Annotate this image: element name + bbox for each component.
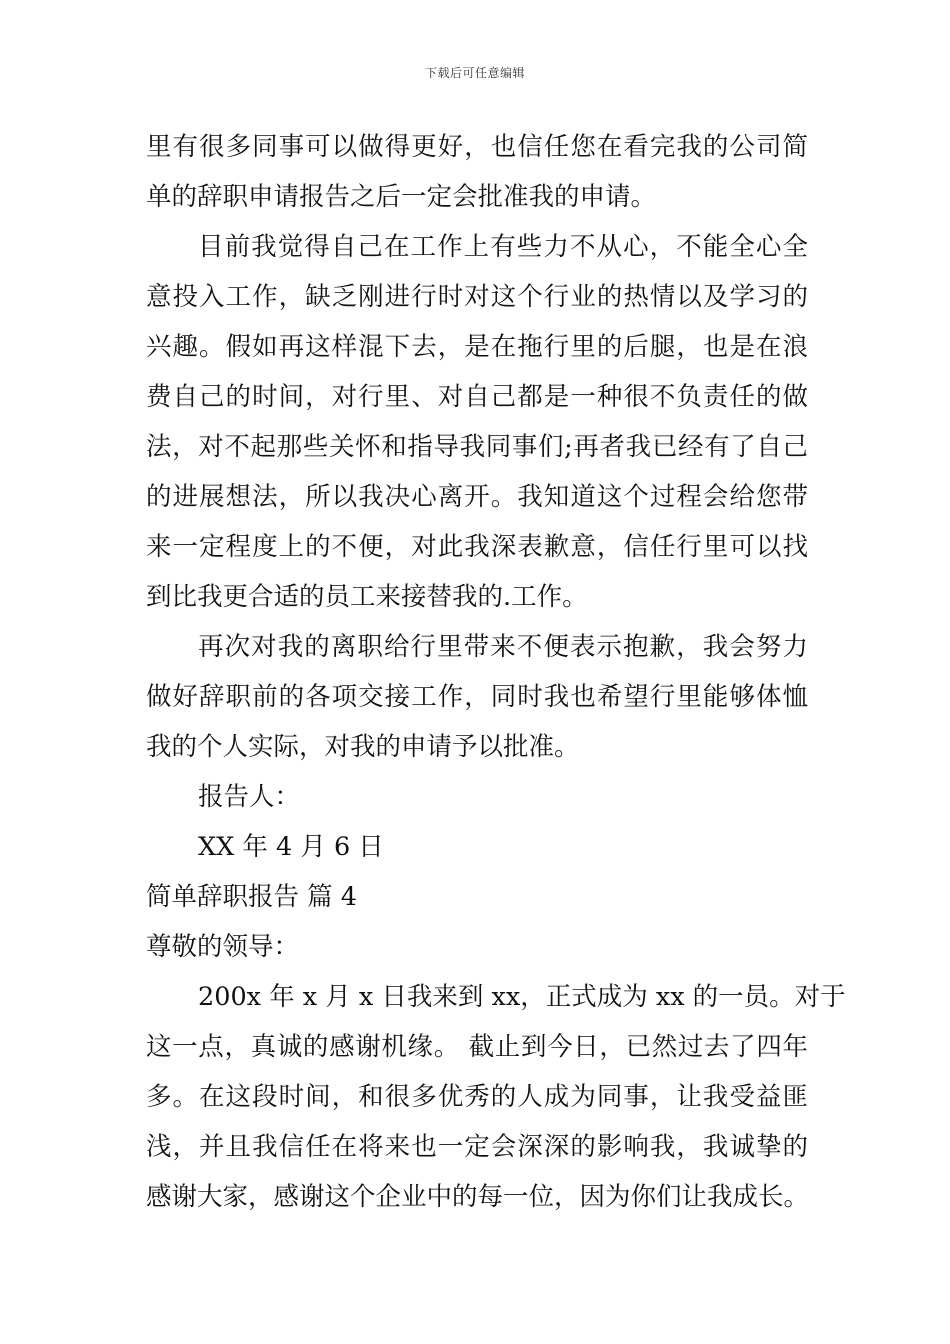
text-line: 法，对不起那些关怀和指导我同事们;再者我已经有了自己 xyxy=(146,432,808,462)
text-line: 里有很多同事可以做得更好，也信任您在看完我的公司简 xyxy=(146,132,808,162)
signature-label: 报告人： xyxy=(198,782,301,812)
signature-date: XX 年 4 月 6 日 xyxy=(198,832,384,862)
text-line: 200x 年 x 月 x 日我来到 xx，正式成为 xx 的一员。对于 xyxy=(198,982,846,1012)
page-header: 下载后可任意编辑 xyxy=(424,66,525,80)
document-body xyxy=(146,122,846,1222)
salutation: 尊敬的领导： xyxy=(146,932,300,962)
text-line: 感谢大家，感谢这个企业中的每一位，因为你们让我成长。 xyxy=(146,1182,810,1212)
text-line: 浅，并且我信任在将来也一定会深深的影响我，我诚挚的 xyxy=(146,1132,808,1162)
text-line: 我的个人实际，对我的申请予以批准。 xyxy=(146,732,580,762)
section-title: 简单辞职报告 篇 4 xyxy=(146,882,357,912)
text-line: 兴趣。假如再这样混下去，是在拖行里的后腿，也是在浪 xyxy=(146,332,808,362)
text-line: 来一定程度上的不便，对此我深表歉意，信任行里可以找 xyxy=(146,532,808,562)
text-line: 目前我觉得自己在工作上有些力不从心，不能全心全 xyxy=(198,232,808,262)
text-line: 的进展想法，所以我决心离开。我知道这个过程会给您带 xyxy=(146,482,808,512)
text-line: 意投入工作，缺乏刚进行时对这个行业的热情以及学习的 xyxy=(146,282,808,312)
text-line: 再次对我的离职给行里带来不便表示抱歉，我会努力 xyxy=(198,632,808,662)
text-line: 多。在这段时间，和很多优秀的人成为同事，让我受益匪 xyxy=(146,1082,808,1112)
text-line: 这一点，真诚的感谢机缘。 截止到今日，已然过去了四年 xyxy=(146,1032,808,1062)
text-line: 单的辞职申请报告之后一定会批准我的申请。 xyxy=(146,182,657,212)
text-line: 到比我更合适的员工来接替我的.工作。 xyxy=(146,582,588,612)
text-line: 做好辞职前的各项交接工作，同时我也希望行里能够体恤 xyxy=(146,682,808,712)
text-line: 费自己的时间，对行里、对自己都是一种很不负责任的做 xyxy=(146,382,808,412)
